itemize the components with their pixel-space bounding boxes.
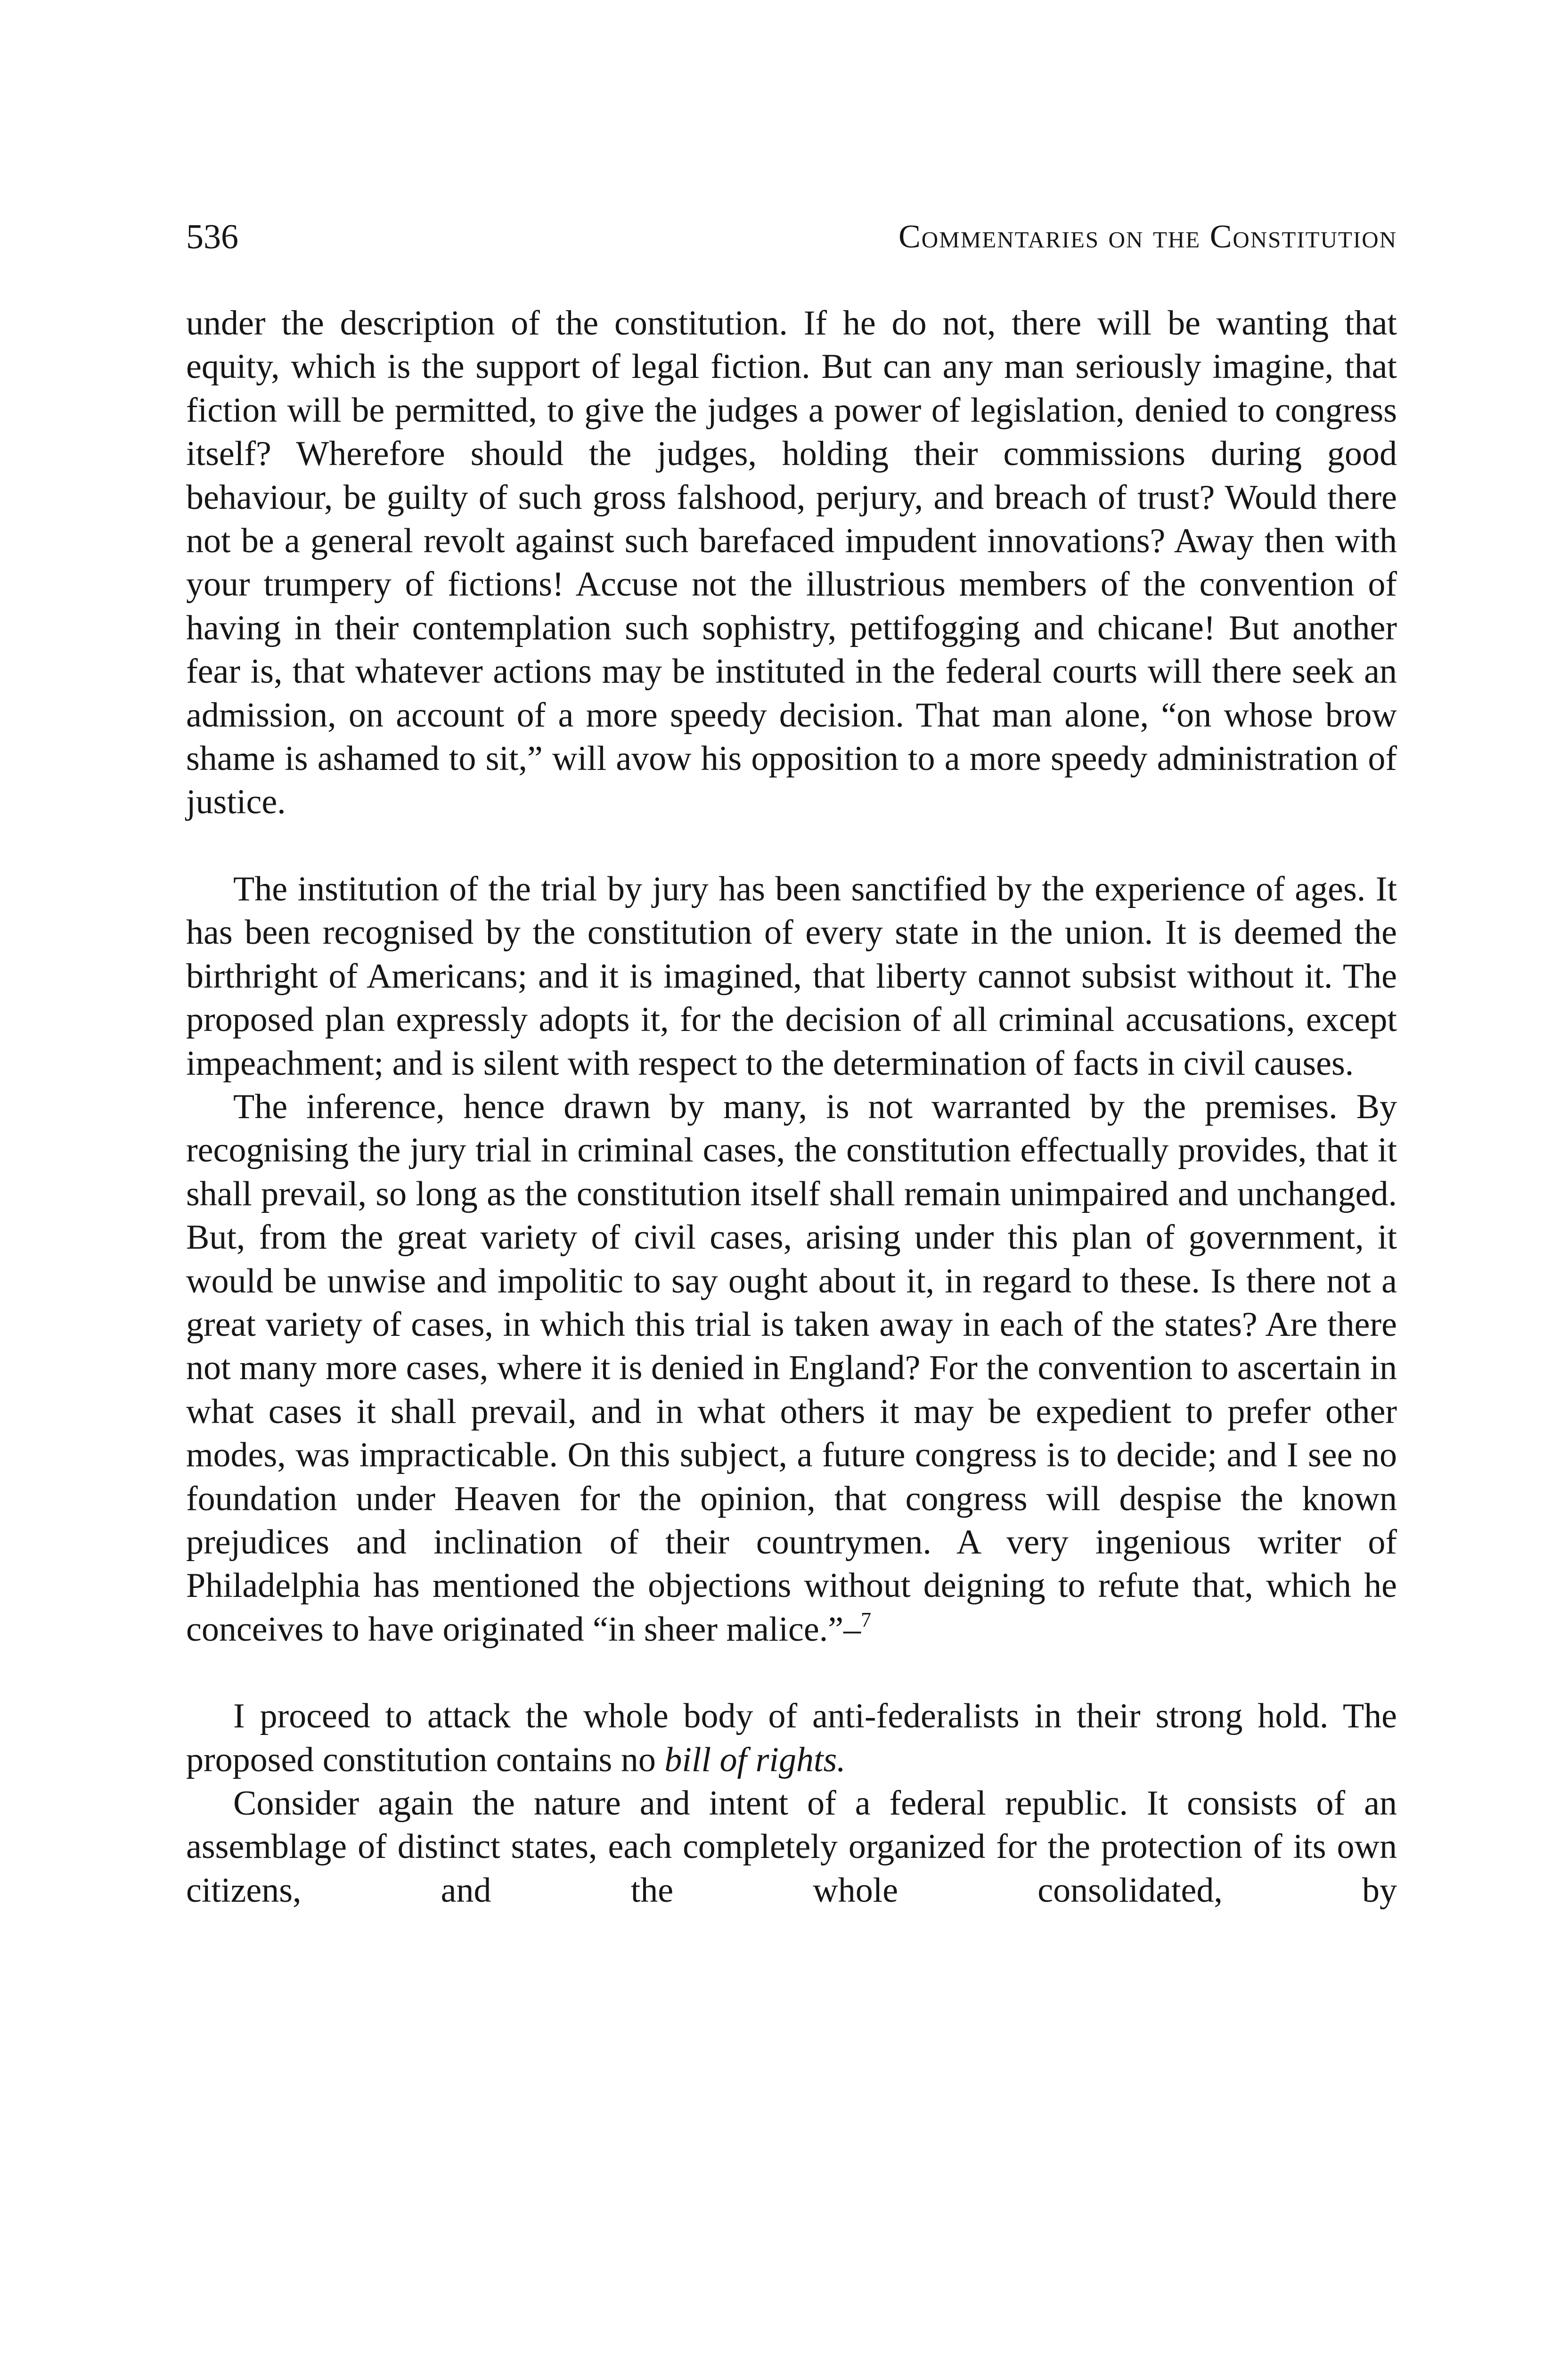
paragraph-4-text: I proceed to attack the whole body of anti-federalists in their strong hold. The proposed constitution contains no <box>186 1697 1397 1779</box>
paragraph-3 <box>186 1085 1397 1651</box>
paragraph-2: The institution of the trial by jury has been sanctified by the experience of ages. It has been recognised by the constitution of every state in the union. It is deemed the birthright of Americans; and it is imagined, that liberty cannot subsist without it. The proposed plan expressly adopts it, for the decision of all criminal accusations, except impeachment; and is silent with respect to the determination of facts in civil causes. <box>186 869 1397 1083</box>
bill-of-rights-emphasis: bill of rights. <box>664 1740 846 1779</box>
page-number: 536 <box>186 218 238 256</box>
paragraph-5: Consider again the nature and intent of a federal republic. It consists of an assemblage of distinct states, each completely organized for the protection of its own citizens, and the whole consolidated, by <box>186 1784 1397 1910</box>
body-text <box>186 302 1397 1912</box>
paragraph-1: under the description of the constitution. If he do not, there will be wanting that equity, which is the support of legal fiction. But can any man seriously imagine, that fiction will be permitted, to give the judges a power of legislation, denied to congress itself? Wherefore should the judges, holding their commissions during good behaviour, be guilty of such gross falshood, perjury, and breach of trust? Would there not be a general revolt against such barefaced impudent innovations? Away then with your trumpery of fictions! Accuse not the illustrious members of the convention of having in their contemplation such sophistry, pettifogging and chicane! But another fear is, that whatever actions may be instituted in the federal courts will there seek an admission, on account of a more speedy decision. That man alone, “on whose brow shame is ashamed to sit,” will avow his opposition to a more speedy administration of justice. <box>186 304 1397 822</box>
paragraph-4 <box>186 1694 1397 1782</box>
footnote-ref-7: 7 <box>861 1608 872 1631</box>
page-header <box>186 216 1397 272</box>
running-head: Commentaries on the Constitution <box>898 219 1397 255</box>
paragraph-3-text: The inference, hence drawn by many, is not warranted by the premises. By recognising the jury trial in criminal cases, the constitution effectually provides, that it shall prevail, so long as the constitution itself shall remain unimpaired and unchanged. But, from the great variety of civil cases, arising under this plan of government, it would be unwise and impolitic to say ought about it, in regard to these. Is there not a great variety of cases, in which this trial is taken away in each of the states? Are there not many more cases, where it is denied in England? For the convention to ascertain in what cases it shall prevail, and in what others it may be expedient to prefer other modes, was impracticable. On this subject, a future congress is to decide; and I see no foundation under Heaven for the opinion, that congress will despise the known prejudices and inclination of their countrymen. A very ingenious writer of Philadelphia has mentioned the objections without deigning to refute that, which he conceives to have originated “in sheer malice.”– <box>186 1087 1397 1649</box>
